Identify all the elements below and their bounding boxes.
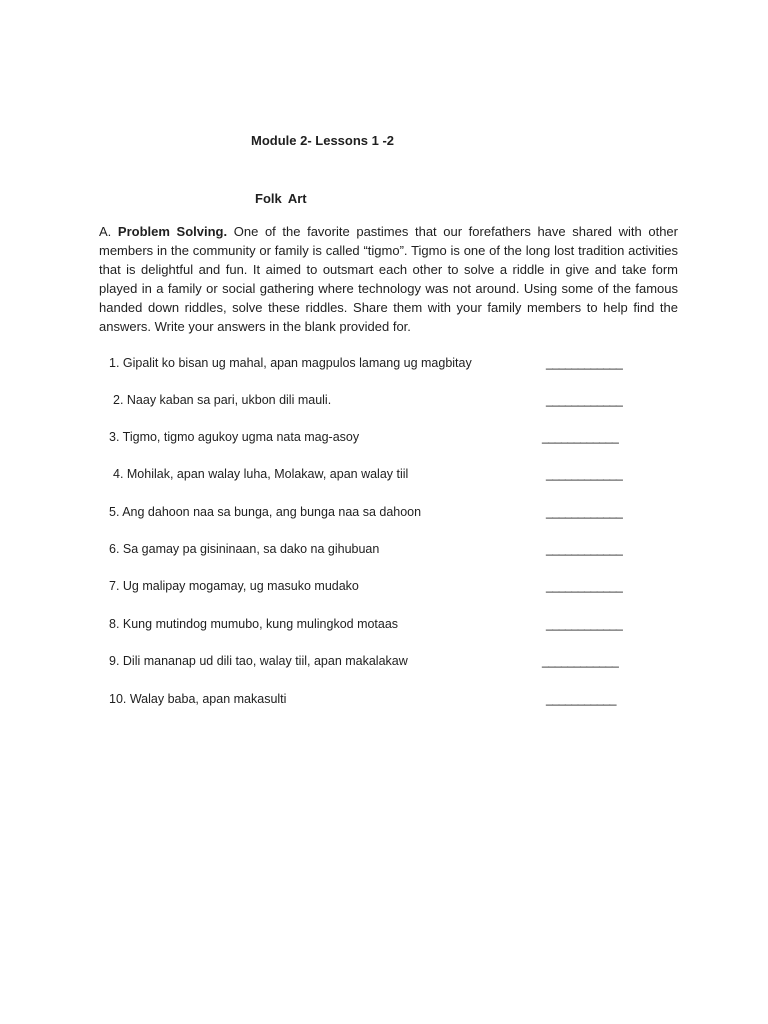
instructions-text: One of the favorite pastimes that our forefathers have shared with other members in the community or family is called “tigmo”. Tigmo is one of the long lost tradition activities that is delightful and fun. It aimed to outsmart each other to solve a riddle in give and take form played in a family or social gathering where technology was not around. Using some of the famous handed down riddles, solve these riddles. Share them with your family members to help find the answers. Write your answers in the blank provided for. (99, 224, 678, 334)
lesson-title: Folk Art (255, 191, 307, 206)
riddle-4: 4. Mohilak, apan walay luha, Molakaw, apan walay tiil (113, 467, 409, 481)
answer-blank-8[interactable]: ____________ (546, 617, 623, 631)
riddle-8: 8. Kung mutindog mumubo, kung mulingkod motaas (109, 617, 399, 631)
riddle-7: 7. Ug malipay mogamay, ug masuko mudako (109, 579, 359, 593)
answer-blank-9[interactable]: ____________ (542, 654, 619, 668)
answer-blank-2[interactable]: ____________ (546, 393, 623, 407)
riddle-9: 9. Dili mananap ud dili tao, walay tiil, apan makalakaw (109, 654, 408, 668)
riddle-1: 1. Gipalit ko bisan ug mahal, apan magpulos lamang ug magbitay (109, 356, 472, 370)
answer-blank-3[interactable]: ____________ (542, 430, 619, 444)
answer-blank-10[interactable]: ___________ (546, 692, 616, 706)
answer-blank-6[interactable]: ____________ (546, 542, 623, 556)
riddle-6: 6. Sa gamay pa gisininaan, sa dako na gihubuan (109, 542, 380, 556)
answer-blank-4[interactable]: ____________ (546, 467, 623, 481)
module-title: Module 2- Lessons 1 -2 (251, 133, 395, 148)
answer-blank-1[interactable]: ____________ (546, 356, 623, 370)
riddle-10: 10. Walay baba, apan makasulti (109, 692, 287, 706)
riddle-3: 3. Tigmo, tigmo agukoy ugma nata mag-asoy (109, 430, 360, 444)
instructions-paragraph (99, 222, 678, 336)
answer-blank-7[interactable]: ____________ (546, 579, 623, 593)
riddle-2: 2. Naay kaban sa pari, ukbon dili mauli. (113, 393, 332, 407)
riddle-5: 5. Ang dahoon naa sa bunga, ang bunga naa sa dahoon (109, 505, 422, 519)
instructions-label: A. (99, 224, 112, 239)
answer-blank-5[interactable]: ____________ (546, 505, 623, 519)
instructions-heading: Problem Solving. (117, 224, 228, 239)
